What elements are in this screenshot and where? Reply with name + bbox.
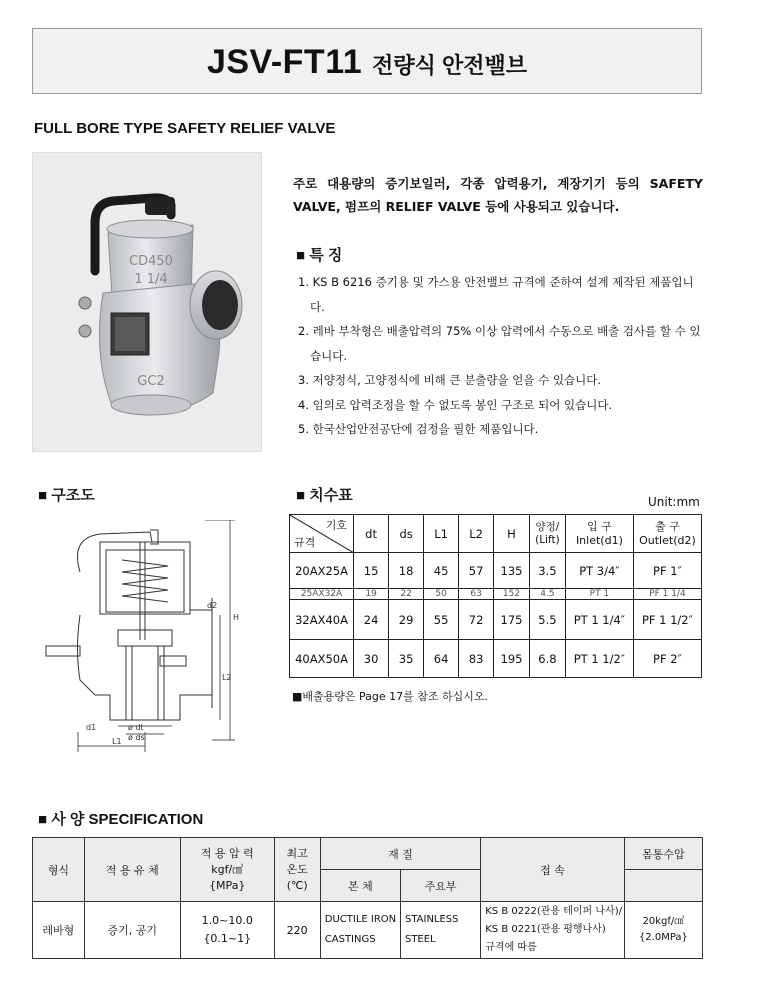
capacity-note: ■배출용량은 Page 17를 참조 하십시오. bbox=[292, 690, 489, 703]
spec-header-main: 주요부 bbox=[400, 870, 480, 902]
diag-bottom-label: 규격 bbox=[294, 536, 316, 549]
spec-body: DUCTILE IRON CASTINGS bbox=[320, 902, 400, 959]
spec-fluid: 증기, 공기 bbox=[84, 902, 180, 959]
table-row bbox=[290, 600, 702, 640]
col-l2: L2 bbox=[459, 515, 494, 553]
col-ds: ds bbox=[389, 515, 424, 553]
spec-temp: 220 bbox=[274, 902, 320, 959]
cell-size: 25AX32A bbox=[290, 589, 354, 600]
spec-header-connection: 접 속 bbox=[481, 838, 625, 902]
col-lift: 양정/ (Lift) bbox=[529, 515, 565, 553]
spec-header-hydro-blank bbox=[624, 870, 702, 902]
dimensions-heading-text: 치수표 bbox=[309, 487, 353, 504]
valve-cross-section bbox=[40, 520, 260, 760]
features-heading: ■ 특 징 bbox=[296, 247, 343, 264]
cell-lift: 4.5 bbox=[529, 589, 565, 600]
cell-ds: 22 bbox=[389, 589, 424, 600]
cell-l1: 64 bbox=[424, 640, 459, 678]
cell-dt: 24 bbox=[354, 600, 389, 640]
cell-l2: 72 bbox=[459, 600, 494, 640]
cell-l1: 45 bbox=[424, 553, 459, 589]
cell-outlet: PF 1″ bbox=[633, 553, 701, 589]
cell-ds: 18 bbox=[389, 553, 424, 589]
cell-size: 20AX25A bbox=[290, 553, 354, 589]
model-code: JSV-FT11 bbox=[206, 43, 363, 81]
cell-l1: 55 bbox=[424, 600, 459, 640]
cell-h: 195 bbox=[494, 640, 530, 678]
col-outlet: 출 구 Outlet(d2) bbox=[633, 515, 701, 553]
capacity-note-text: 배출용량은 Page 17를 참조 하십시오. bbox=[302, 690, 489, 703]
cell-inlet: PT 1 bbox=[565, 589, 633, 600]
cell-l1: 50 bbox=[424, 589, 459, 600]
col-inlet: 입 구 Inlet(d1) bbox=[565, 515, 633, 553]
product-photo bbox=[32, 152, 262, 452]
spec-heading: ■ 사 양 SPECIFICATION bbox=[38, 811, 204, 828]
title-box bbox=[32, 28, 702, 94]
spec-header-hydro: 몸통수압 bbox=[624, 838, 702, 870]
col-l1: L1 bbox=[424, 515, 459, 553]
cell-h: 135 bbox=[494, 553, 530, 589]
unit-label: Unit:mm bbox=[648, 495, 700, 509]
cell-l2: 83 bbox=[459, 640, 494, 678]
col-dt: dt bbox=[354, 515, 389, 553]
subtitle: FULL BORE TYPE SAFETY RELIEF VALVE bbox=[34, 120, 336, 137]
cell-ds: 29 bbox=[389, 600, 424, 640]
page-title bbox=[33, 43, 701, 82]
dim-label-d2: d2 bbox=[207, 601, 218, 610]
table-row bbox=[290, 589, 702, 600]
feature-item: 2. 레바 부착형은 배출압력의 75% 이상 압력에서 수동으로 배출 검사를 할 수 있습니다. bbox=[298, 324, 701, 363]
cell-l2: 57 bbox=[459, 553, 494, 589]
cell-h: 152 bbox=[494, 589, 530, 600]
spec-header-material: 재 질 bbox=[320, 838, 480, 870]
spec-table bbox=[32, 837, 703, 959]
cell-outlet: PF 2″ bbox=[633, 640, 701, 678]
cell-dt: 19 bbox=[354, 589, 389, 600]
dim-label-d1: d1 bbox=[86, 723, 97, 732]
cell-dt: 15 bbox=[354, 553, 389, 589]
cell-inlet: PT 1 1/4″ bbox=[565, 600, 633, 640]
table-row bbox=[33, 902, 703, 959]
spec-header-pressure: 적 용 압 력 kgf/㎠ {MPa} bbox=[180, 838, 274, 902]
casting-mark-3: GC2 bbox=[137, 374, 165, 389]
intro-text: 주로 대용량의 증기보일러, 각종 압력용기, 계장기기 등의 SAFETY VALVE, 펌프의 RELIEF VALVE 등에 사용되고 있습니다. bbox=[293, 176, 703, 214]
structure-heading: ■ 구조도 bbox=[38, 487, 95, 504]
structure-diagram bbox=[40, 520, 260, 760]
spec-type: 레바형 bbox=[33, 902, 85, 959]
casting-mark-2: 1 1/4 bbox=[134, 272, 168, 287]
spec-header-body: 본 체 bbox=[320, 870, 400, 902]
cell-outlet: PF 1 1/4 bbox=[633, 589, 701, 600]
spec-header-type: 형식 bbox=[33, 838, 85, 902]
dim-label-dt: ø dt bbox=[128, 723, 144, 732]
spec-header-temp: 최고 온도 (℃) bbox=[274, 838, 320, 902]
diag-header-cell bbox=[290, 515, 354, 553]
diag-top-label: 기호 bbox=[325, 519, 348, 532]
cell-size: 40AX50A bbox=[290, 640, 354, 678]
title-korean: 전량식 안전밸브 bbox=[372, 53, 528, 78]
cell-lift: 6.8 bbox=[529, 640, 565, 678]
features-heading-text: 특 징 bbox=[309, 247, 343, 264]
cell-inlet: PT 3/4″ bbox=[565, 553, 633, 589]
feature-item: 3. 저양정식, 고양정식에 비해 큰 분출량을 얻을 수 있습니다. bbox=[298, 373, 602, 387]
features-list bbox=[288, 270, 706, 442]
feature-item: 5. 한국산업안전공단에 검정을 필한 제품입니다. bbox=[298, 422, 539, 436]
dim-label-h: H bbox=[233, 613, 240, 622]
cell-lift: 5.5 bbox=[529, 600, 565, 640]
dim-label-l1: L1 bbox=[112, 737, 122, 746]
spec-hydro: 20kgf/㎠ {2.0MPa} bbox=[624, 902, 702, 959]
cell-size: 32AX40A bbox=[290, 600, 354, 640]
cell-h: 175 bbox=[494, 600, 530, 640]
table-row bbox=[290, 553, 702, 589]
dimension-table bbox=[289, 514, 702, 678]
cell-dt: 30 bbox=[354, 640, 389, 678]
table-row bbox=[290, 640, 702, 678]
col-h: H bbox=[494, 515, 530, 553]
feature-item: 1. KS B 6216 증기용 및 가스용 안전밸브 규격에 준하여 설계 제작된 제품입니다. bbox=[298, 275, 694, 314]
valve-illustration bbox=[33, 153, 261, 451]
dim-label-l2: L2 bbox=[222, 673, 232, 682]
spec-pressure: 1.0~10.0 {0.1~1} bbox=[180, 902, 274, 959]
cell-l2: 63 bbox=[459, 589, 494, 600]
cell-lift: 3.5 bbox=[529, 553, 565, 589]
spec-main: STAINLESS STEEL bbox=[400, 902, 480, 959]
casting-mark-1: CD450 bbox=[129, 254, 173, 269]
spec-header-fluid: 적 용 유 체 bbox=[84, 838, 180, 902]
cell-ds: 35 bbox=[389, 640, 424, 678]
spec-connection: KS B 0222(관용 테이퍼 나사)/ KS B 0221(관용 평행나사) 규격에 따름 bbox=[481, 902, 625, 959]
cell-outlet: PF 1 1/2″ bbox=[633, 600, 701, 640]
spec-heading-text: 사 양 SPECIFICATION bbox=[51, 811, 204, 828]
cell-inlet: PT 1 1/2″ bbox=[565, 640, 633, 678]
structure-heading-text: 구조도 bbox=[51, 487, 95, 504]
feature-item: 4. 임의로 압력조정을 할 수 없도록 봉인 구조로 되어 있습니다. bbox=[298, 397, 613, 412]
dimensions-heading: ■ 치수표 bbox=[296, 487, 353, 504]
dim-label-ds: ø ds bbox=[128, 733, 145, 742]
